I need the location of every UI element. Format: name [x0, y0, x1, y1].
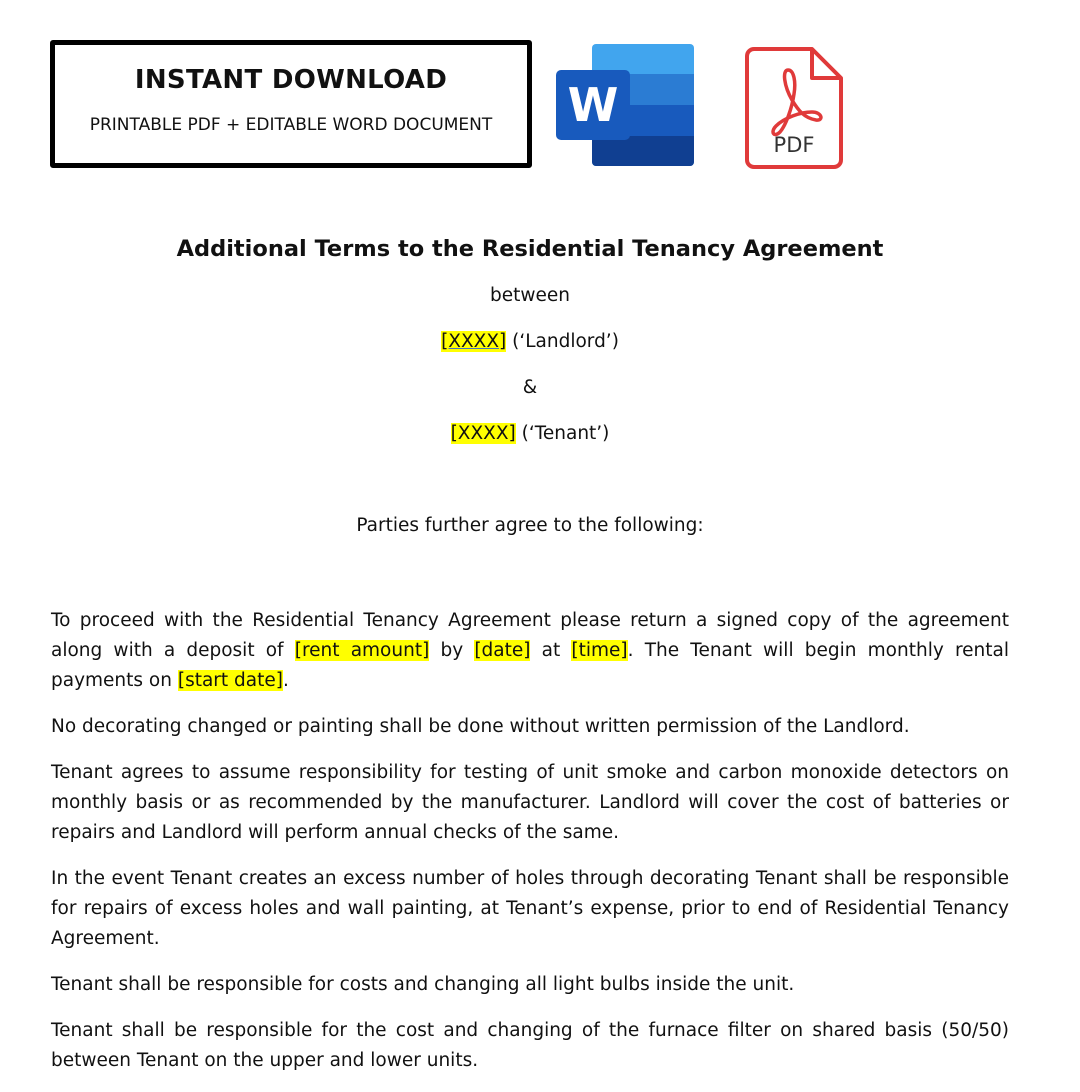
- ampersand-line: &: [522, 377, 538, 398]
- paragraph-furnace-filter: Tenant shall be responsible for the cost and changing of the furnace filter on shared basis (50/50) between Tenant on the upper and lower units.: [51, 1020, 1009, 1071]
- start-date-placeholder[interactable]: [start date]: [177, 670, 283, 691]
- paragraph-text: at: [530, 640, 572, 661]
- document-body: [51, 236, 1009, 1092]
- document-title: Additional Terms to the Residential Tenancy Agreement: [176, 236, 884, 262]
- word-document-icon: [556, 44, 694, 166]
- paragraph-decorating: No decorating changed or painting shall be done without written permission of the Landlord.: [51, 716, 910, 737]
- tenant-placeholder[interactable]: [XXXX]: [450, 423, 516, 444]
- paragraph-detectors: Tenant agrees to assume responsibility for testing of unit smoke and carbon monoxide detectors on monthly basis or as recommended by the manufacturer. Landlord will cover the cost of batteries or repairs and Landlord will perform annual checks of the same.: [51, 762, 1009, 843]
- landlord-line: [51, 330, 1009, 354]
- rent-amount-placeholder[interactable]: [rent amount]: [294, 640, 430, 661]
- tenant-label: (‘Tenant’): [515, 423, 610, 444]
- word-letter: W: [567, 78, 619, 132]
- tenant-line: [51, 422, 1009, 446]
- paragraph-holes: In the event Tenant creates an excess number of holes through decorating Tenant shall be responsible for repairs of excess holes and wall painting, at Tenant’s expense, prior to end of Residential Tenancy Agreement.: [51, 868, 1009, 949]
- banner-subtitle: PRINTABLE PDF + EDITABLE WORD DOCUMENT: [89, 115, 493, 135]
- paragraph-deposit: [51, 606, 1009, 696]
- pdf-document-icon: [744, 46, 844, 170]
- instant-download-banner: [50, 40, 532, 168]
- pdf-label: PDF: [773, 133, 815, 157]
- paragraph-text: by: [429, 640, 475, 661]
- landlord-placeholder[interactable]: [XXXX]: [441, 331, 507, 352]
- paragraph-text: .: [282, 670, 289, 691]
- paragraph-text: . The Tenant will begin monthly rental payments on: [51, 640, 1009, 691]
- time-placeholder[interactable]: [time]: [571, 640, 628, 661]
- intro-line: Parties further agree to the following:: [356, 515, 704, 536]
- paragraph-text: To proceed with the Residential Tenancy Agreement please return a signed copy of the agreement along with a deposit of: [51, 610, 1009, 661]
- paragraph-light-bulbs: Tenant shall be responsible for costs and changing all light bulbs inside the unit.: [51, 974, 795, 995]
- banner-title: INSTANT DOWNLOAD: [134, 65, 448, 95]
- date-placeholder[interactable]: [date]: [474, 640, 531, 661]
- between-line: between: [490, 285, 570, 306]
- landlord-label: (‘Landlord’): [506, 331, 619, 352]
